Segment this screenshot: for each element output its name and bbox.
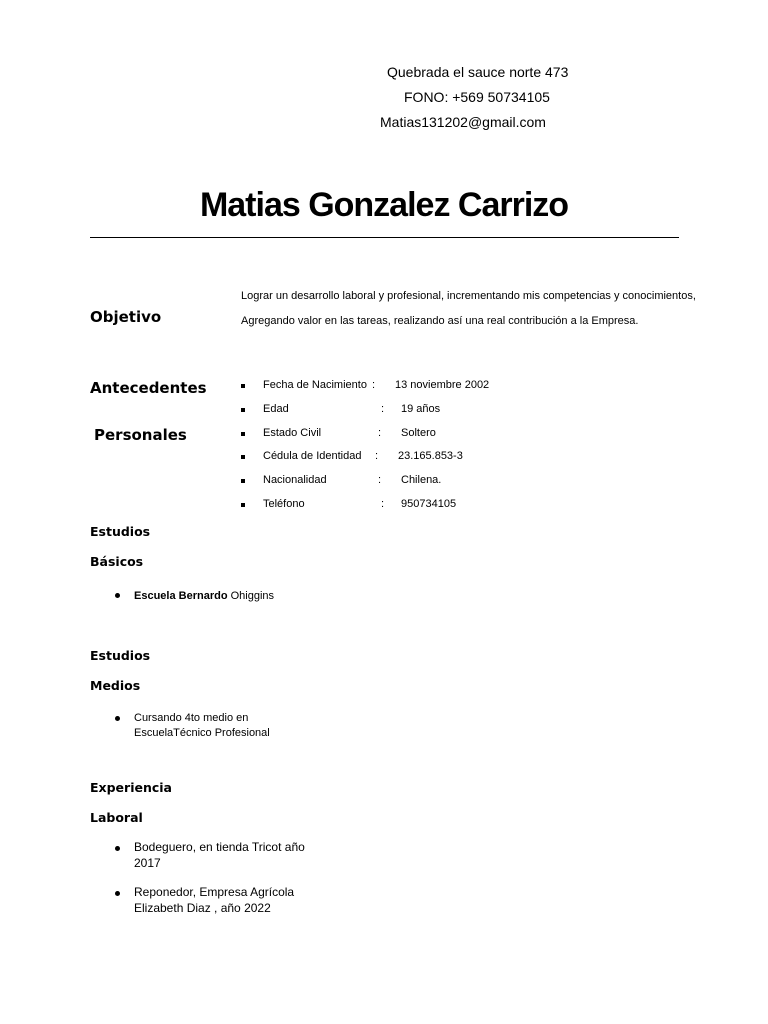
item-colon: : [378,426,382,439]
antecedentes-heading: Antecedentes [90,379,207,397]
contact-email: Matias131202@gmail.com [380,114,546,130]
list-item [134,840,305,871]
bullet-icon [115,846,120,851]
resume-name: Matias Gonzalez Carrizo [199,186,569,224]
item-line-1: Reponedor, Empresa Agrícola [134,885,295,899]
bullet-icon [115,716,120,721]
item-line-2: EscuelaTécnico Profesional [134,727,270,739]
bullet-icon [115,593,120,598]
objetivo-line-1: Lograr un desarrollo laboral y profesional, incrementando mis competencias y conocimientos, [241,290,696,302]
contact-address: Quebrada el sauce norte 473 [387,64,569,80]
square-bullet-icon [241,503,245,507]
personales-heading: Personales [94,426,187,444]
school-name-bold: Escuela Bernardo [134,590,228,602]
estudios-medios-heading-1: Estudios [90,648,151,663]
list-item [134,589,274,604]
objetivo-heading: Objetivo [90,308,162,326]
item-value: 13 noviembre 2002 [395,379,490,391]
estudios-basicos-heading-1: Estudios [90,524,151,539]
experiencia-heading-2: Laboral [90,810,143,825]
square-bullet-icon [241,408,245,412]
item-line-1: Bodeguero, en tienda Tricot año [134,840,305,854]
school-name-rest: Ohiggins [227,590,275,602]
item-label: Edad [263,402,289,415]
bullet-icon [115,891,120,896]
item-label: Cédula de Identidad [263,450,362,463]
item-label: Fecha de Nacimiento [263,379,367,391]
estudios-basicos-heading-2: Básicos [90,554,144,569]
list-item [134,885,294,916]
square-bullet-icon [241,479,245,483]
estudios-medios-heading-2: Medios [90,678,141,693]
item-value: Chilena. [401,474,442,487]
square-bullet-icon [241,455,245,459]
square-bullet-icon [241,384,245,388]
item-colon: : [372,379,376,391]
item-colon: : [381,497,385,510]
list-item [134,711,270,741]
experiencia-heading-1: Experiencia [90,780,172,795]
item-line-2: 2017 [134,855,161,870]
item-label: Estado Civil [263,426,322,439]
objetivo-line-2: Agregando valor en las tareas, realizando así una real contribución a la Empresa. [241,315,639,327]
item-label: Teléfono [263,497,305,510]
item-line-1: Cursando 4to medio en [134,712,249,724]
item-line-2: Elizabeth Diaz , año 2022 [134,900,271,915]
item-label: Nacionalidad [263,474,327,487]
item-value: 23.165.853-3 [398,450,463,463]
contact-phone: FONO: +569 50734105 [404,89,550,105]
item-colon: : [378,474,382,487]
square-bullet-icon [241,432,245,436]
item-value: Soltero [401,426,436,439]
item-colon: : [375,450,379,463]
item-value: 950734105 [401,497,457,510]
item-value: 19 años [401,402,441,415]
item-colon: : [381,402,385,415]
header-divider [90,237,679,238]
